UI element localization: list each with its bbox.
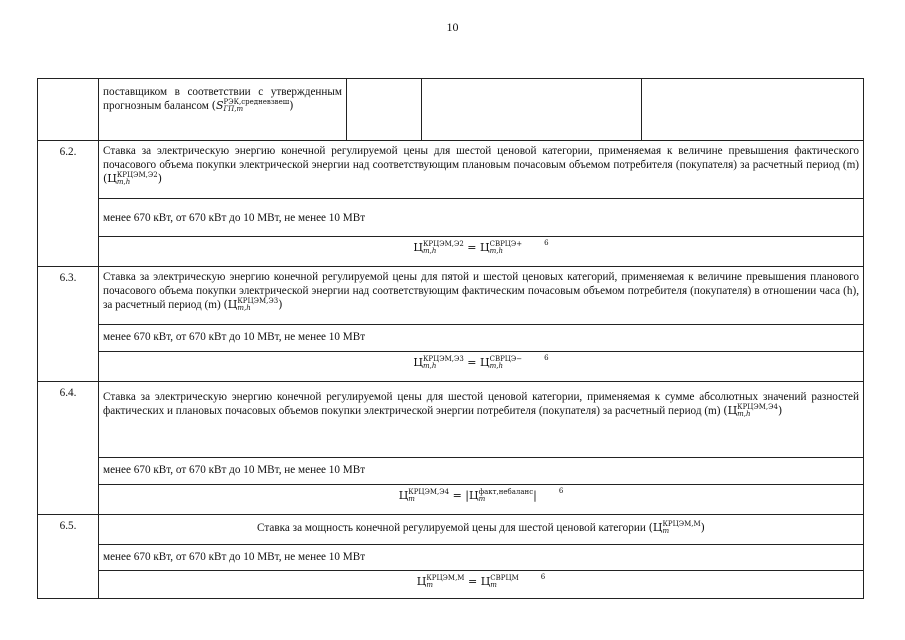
row-6-3-applies bbox=[38, 325, 864, 352]
description-text: Ставка за электрическую энергию конечной регулируемой цены для шестой ценовой категории, применяемая к сумме абсолютных значений разностей фактических и плановых почасовых объемов покупки электрической энергии потребителя (покупателя) за расчетный период (m) bbox=[103, 391, 859, 417]
row-6-5-desc bbox=[38, 515, 864, 545]
formula-cell bbox=[99, 237, 864, 267]
formula-cell bbox=[99, 352, 864, 382]
applies-text: менее 670 кВт, от 670 кВт до 10 МВт, не менее 10 МВт bbox=[103, 464, 366, 476]
formula: ЦКРЦЭМ,Э2 m,h = ЦСВРЦЭ+ m,h$^6$ bbox=[413, 239, 549, 255]
applies-text: менее 670 кВт, от 670 кВт до 10 МВт, не менее 10 МВт bbox=[103, 551, 366, 563]
description-cell bbox=[99, 141, 864, 199]
description-text: Ставка за электрическую энергию конечной регулируемой цены для шестой ценовой категории, применяемая к величине превышения фактического почасового объема покупки электрической энергии над соответствующим плановым почасовым объемом потребителя (покупателя) за расчетный период (m) bbox=[103, 145, 859, 171]
formula: ЦКРЦЭМ,М m = ЦСВРЦМ m$^6$ bbox=[416, 573, 546, 589]
row-6-2-applies bbox=[38, 199, 864, 237]
carry-num-cell bbox=[38, 79, 99, 141]
formula-cell bbox=[99, 571, 864, 599]
row-6-4-formula bbox=[38, 485, 864, 515]
row-6-4-applies bbox=[38, 458, 864, 485]
applies-cell bbox=[99, 199, 864, 237]
description-symbol: (ЦКРЦЭМ,Э3 m,h ) bbox=[223, 297, 283, 312]
formula-cell bbox=[99, 485, 864, 515]
description-text: Ставка за мощность конечной регулируемой цены для шестой ценовой категории bbox=[257, 522, 646, 534]
row-6-5-applies bbox=[38, 545, 864, 571]
applies-cell bbox=[99, 545, 864, 571]
carry-text-cell bbox=[99, 79, 347, 141]
footnote-mark: 6 bbox=[544, 354, 549, 362]
carry-empty-3 bbox=[642, 79, 864, 141]
description-symbol: (ЦКРЦЭМ,Э4 m,h ) bbox=[723, 403, 783, 418]
row-6-4-desc bbox=[38, 382, 864, 458]
carry-text: поставщиком в соответствии с утвержденным прогнозным балансом bbox=[103, 86, 342, 112]
footnote-mark: 6 bbox=[540, 573, 546, 581]
row-6-2-desc bbox=[38, 141, 864, 199]
row-6-2-formula bbox=[38, 237, 864, 267]
carry-empty-2 bbox=[422, 79, 642, 141]
row-6-5-formula bbox=[38, 571, 864, 599]
description-cell bbox=[99, 515, 864, 545]
row-number: 6.2. bbox=[38, 141, 99, 267]
description-cell bbox=[99, 382, 864, 458]
carry-row bbox=[38, 79, 864, 141]
footnote-mark: 6 bbox=[544, 239, 549, 247]
applies-cell bbox=[99, 458, 864, 485]
row-6-3-formula bbox=[38, 352, 864, 382]
applies-text: менее 670 кВт, от 670 кВт до 10 МВт, не менее 10 МВт bbox=[103, 331, 366, 343]
description-symbol: (ЦКРЦЭМ,М m ) bbox=[648, 520, 705, 535]
row-number: 6.4. bbox=[38, 382, 99, 515]
tariff-table bbox=[37, 78, 864, 599]
applies-text: менее 670 кВт, от 670 кВт до 10 МВт, не менее 10 МВт bbox=[103, 212, 366, 224]
row-6-3-desc bbox=[38, 267, 864, 325]
formula: ЦКРЦЭМ,Э3 m,h = ЦСВРЦЭ− m,h$^6$ bbox=[413, 354, 549, 370]
description-text: Ставка за электрическую энергию конечной регулируемой цены для пятой и шестой ценовых категорий, применяемая к величине превышения планового почасового объема покупки электрической энергии над соответствующим фактическим почасовым объемом потребителя (покупателя) в отношении часа (h), за расчетный период (m) bbox=[103, 271, 859, 311]
carry-symbol: (SРЭК,средневзвеш ГП,m ) bbox=[211, 98, 294, 113]
row-number: 6.5. bbox=[38, 515, 99, 599]
description-cell bbox=[99, 267, 864, 325]
description-symbol: (ЦКРЦЭМ,Э2 m,h ) bbox=[103, 171, 162, 186]
row-number: 6.3. bbox=[38, 267, 99, 382]
formula: ЦКРЦЭМ,Э4 m = |Цфакт,небаланс m | $^6$ bbox=[398, 487, 564, 503]
applies-cell bbox=[99, 325, 864, 352]
carry-empty-1 bbox=[347, 79, 422, 141]
footnote-mark: 6 bbox=[558, 487, 564, 495]
page-number: 10 bbox=[446, 20, 459, 34]
